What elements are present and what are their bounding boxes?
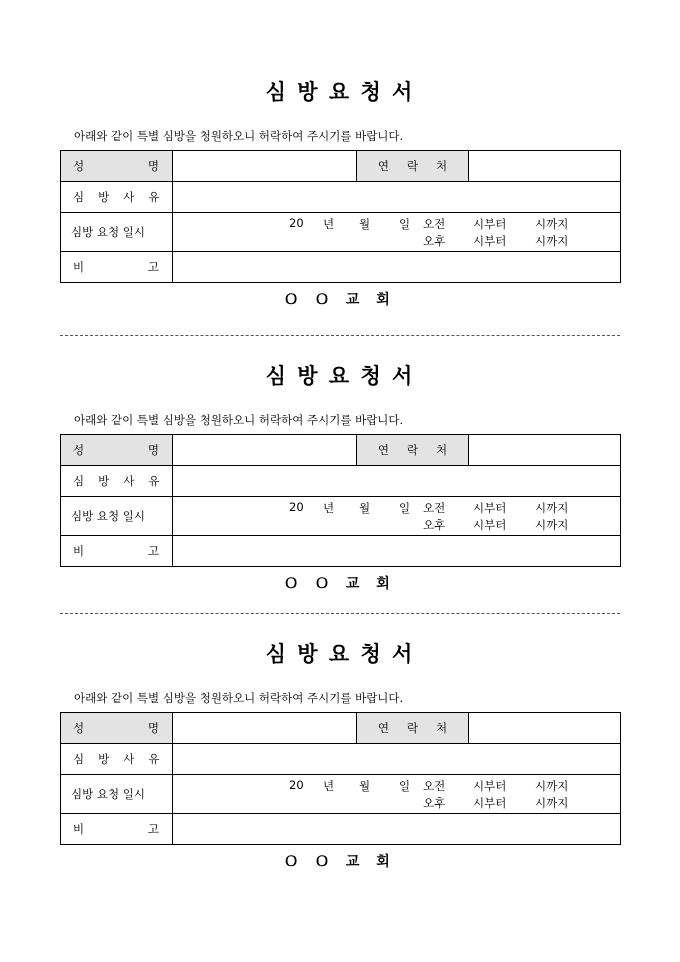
name-field[interactable] (173, 151, 357, 182)
contact-field[interactable] (469, 151, 621, 182)
label-char: 연 (377, 159, 389, 173)
datetime-field[interactable] (173, 497, 621, 536)
label-char: 처 (436, 721, 448, 735)
label-char: 처 (436, 159, 448, 173)
label-char: 성 (73, 721, 85, 735)
reason-label (61, 182, 173, 213)
label-char: 락 (406, 721, 419, 735)
from-label: 시부터 (473, 518, 507, 532)
am-label: 오전 (423, 501, 446, 515)
note-label (61, 252, 173, 283)
to-label: 시까지 (535, 501, 569, 515)
year-unit: 년 (323, 217, 335, 231)
label-char: 비 (73, 260, 85, 274)
datetime-field[interactable] (173, 213, 621, 252)
church-name: Ｏ Ｏ 교 회 (284, 576, 396, 592)
datetime-label (61, 213, 173, 252)
church-name: Ｏ Ｏ 교 회 (284, 854, 396, 870)
to-label: 시까지 (535, 234, 569, 248)
year-unit: 년 (323, 779, 335, 793)
label-char: 심 (73, 190, 85, 204)
to-label: 시까지 (535, 518, 569, 532)
label-char: 고 (147, 260, 159, 274)
month-unit: 월 (359, 501, 371, 515)
to-label: 시까지 (535, 217, 569, 231)
note-label (61, 814, 173, 845)
label-char: 연 (377, 721, 389, 735)
pm-label: 오후 (423, 796, 446, 810)
label-char: 락 (406, 159, 419, 173)
form-title: 심 방 요 청 서 (265, 641, 415, 666)
month-unit: 월 (359, 779, 371, 793)
label-char: 심 (73, 474, 85, 488)
request-form-2 (0, 362, 680, 642)
request-table (60, 434, 621, 567)
contact-label (357, 435, 469, 466)
label-char: 사 (123, 474, 135, 488)
label-char: 성 (73, 159, 85, 173)
name-label (61, 713, 173, 744)
day-unit: 일 (399, 217, 411, 231)
intro-text: 아래와 같이 특별 심방을 청원하오니 허락하여 주시기를 바랍니다. (74, 413, 404, 427)
request-table (60, 150, 621, 283)
request-table (60, 712, 621, 845)
year-prefix: 20 (289, 500, 304, 514)
label-char: 사 (123, 752, 135, 766)
intro-text: 아래와 같이 특별 심방을 청원하오니 허락하여 주시기를 바랍니다. (74, 129, 404, 143)
year-prefix: 20 (289, 778, 304, 792)
pm-label: 오후 (423, 518, 446, 532)
contact-field[interactable] (469, 713, 621, 744)
day-unit: 일 (399, 779, 411, 793)
from-label: 시부터 (473, 501, 507, 515)
label-char: 명 (147, 721, 159, 735)
from-label: 시부터 (473, 796, 507, 810)
datetime-field[interactable] (173, 775, 621, 814)
label-char: 방 (98, 474, 110, 488)
name-label (61, 151, 173, 182)
from-label: 시부터 (473, 779, 507, 793)
day-unit: 일 (399, 501, 411, 515)
note-field[interactable] (173, 536, 621, 567)
name-field[interactable] (173, 713, 357, 744)
am-label: 오전 (423, 217, 446, 231)
label-char: 락 (406, 443, 419, 457)
to-label: 시까지 (535, 779, 569, 793)
note-label (61, 536, 173, 567)
request-form-1 (0, 78, 680, 358)
to-label: 시까지 (535, 796, 569, 810)
year-prefix: 20 (289, 216, 304, 230)
reason-field[interactable] (173, 182, 621, 213)
label-char: 방 (98, 190, 110, 204)
pm-label: 오후 (423, 234, 446, 248)
label-char: 유 (148, 474, 160, 488)
note-field[interactable] (173, 814, 621, 845)
from-label: 시부터 (473, 217, 507, 231)
label-char: 성 (73, 443, 85, 457)
form-title: 심 방 요 청 서 (265, 363, 415, 388)
from-label: 시부터 (473, 234, 507, 248)
datetime-label-text: 심방 요청 일시 (71, 225, 145, 239)
note-field[interactable] (173, 252, 621, 283)
label-char: 방 (98, 752, 110, 766)
label-char: 유 (148, 190, 160, 204)
datetime-label (61, 775, 173, 814)
label-char: 고 (147, 544, 159, 558)
intro-text: 아래와 같이 특별 심방을 청원하오니 허락하여 주시기를 바랍니다. (74, 691, 404, 705)
label-char: 명 (147, 159, 159, 173)
reason-field[interactable] (173, 744, 621, 775)
month-unit: 월 (359, 217, 371, 231)
reason-field[interactable] (173, 466, 621, 497)
year-unit: 년 (323, 501, 335, 515)
name-label (61, 435, 173, 466)
reason-label (61, 744, 173, 775)
label-char: 비 (73, 544, 85, 558)
label-char: 연 (377, 443, 389, 457)
reason-label (61, 466, 173, 497)
contact-label (357, 713, 469, 744)
cut-line (60, 613, 620, 614)
datetime-label-text: 심방 요청 일시 (71, 787, 145, 801)
label-char: 유 (148, 752, 160, 766)
name-field[interactable] (173, 435, 357, 466)
label-char: 사 (123, 190, 135, 204)
label-char: 고 (147, 822, 159, 836)
label-char: 심 (73, 752, 85, 766)
request-form-3 (0, 640, 680, 920)
cut-line (60, 335, 620, 336)
am-label: 오전 (423, 779, 446, 793)
label-char: 처 (436, 443, 448, 457)
form-title: 심 방 요 청 서 (265, 79, 415, 104)
datetime-label (61, 497, 173, 536)
church-name: Ｏ Ｏ 교 회 (284, 292, 396, 308)
contact-label (357, 151, 469, 182)
label-char: 명 (147, 443, 159, 457)
contact-field[interactable] (469, 435, 621, 466)
datetime-label-text: 심방 요청 일시 (71, 509, 145, 523)
label-char: 비 (73, 822, 85, 836)
